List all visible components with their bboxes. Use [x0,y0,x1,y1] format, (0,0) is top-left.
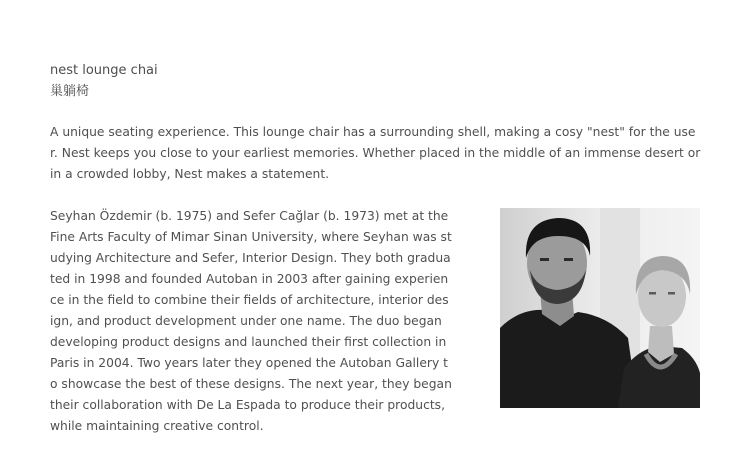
designer-bio: Seyhan Özdemir (b. 1975) and Sefer Cağlar (b. 1973) met at the Fine Arts Faculty of Mimar Sinan University, where Seyhan was studying Architecture and Sefer, Interior Design. They both graduated in 1998 and founded Autoban in 2003 after gaining experience in the field to combine their fields of architecture, interior design, and product development under one name. The duo began developing product designs and launched their first collection in Paris in 2004. Two years later they opened the Autoban Gallery to showcase the best of these designs. The next year, they began their collaboration with De La Espada to produce their products, while maintaining creative control. [50,209,452,433]
portrait-illustration [500,208,700,408]
product-title-en: nest lounge chai [50,63,158,78]
product-title-zh: 巢躺椅 [50,84,90,99]
designers-portrait-photo [500,208,700,408]
product-description: A unique seating experience. This lounge chair has a surrounding shell, making a cosy "nest" for the user. Nest keeps you close to your earliest memories. Whether placed in the middle of an immense desert or in a crowded lobby, Nest makes a statement. [50,125,701,181]
designer-section [50,206,702,433]
product-article [50,60,702,433]
